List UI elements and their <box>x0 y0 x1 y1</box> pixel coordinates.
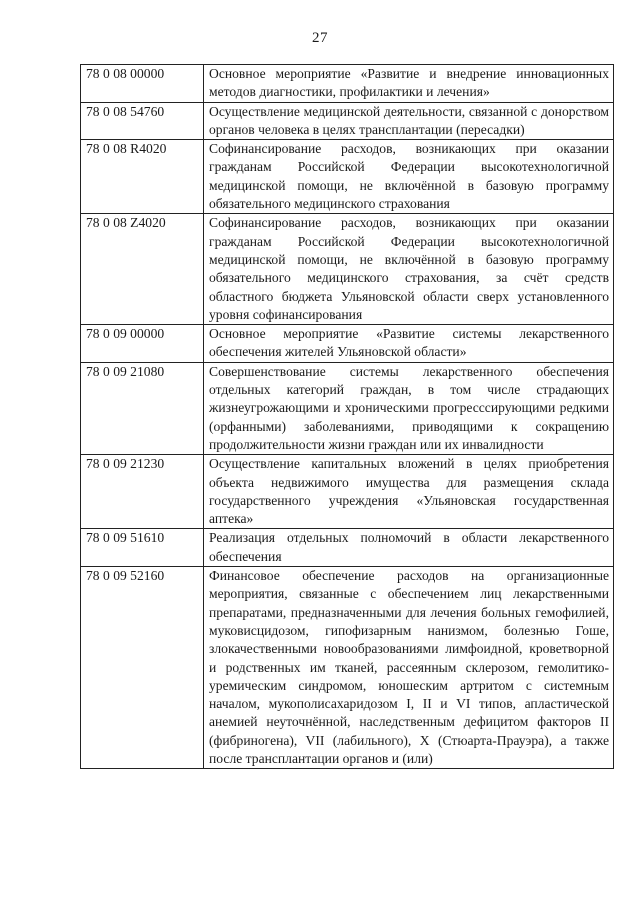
budget-classification-table <box>80 64 614 769</box>
table-row <box>81 325 614 363</box>
expense-description: Софинансирование расходов, возникающих при оказании гражданам Российской Федерации высокотехнологичной медицинской помощи, не включённой в базовую программу обязательного медицинского страхования <box>204 140 614 214</box>
expense-description: Финансовое обеспечение расходов на организационные мероприятия, связанные с обеспечением лиц лекарственными препаратами, предназначенными для лечения больных гемофилией, муковисцидозом, гипофизарным нанизмом, болезнью Гоше, злокачественными новообразованиями лимфоидной, кроветворной и родственных им тканей, рассеянным склерозом, гемолитико-уремическим синдромом, юношеским артритом с системным началом, мукополисахаридозом I, II и VI типов, апластической анемией неуточнённой, наследственным дефицитом факторов II (фибриногена), VII (лабильного), X (Стюарта-Прауэра), а также после трансплантации органов и (или) <box>204 567 614 769</box>
table-row <box>81 529 614 567</box>
classification-code: 78 0 09 52160 <box>81 567 204 769</box>
expense-description: Основное мероприятие «Развитие системы лекарственного обеспечения жителей Ульяновской области» <box>204 325 614 363</box>
table-row <box>81 65 614 103</box>
expense-description: Совершенствование системы лекарственного обеспечения отдельных категорий граждан, в том числе страдающих жизнеугрожающими и хроническими прогресссирующими редкими (орфанными) заболеваниями, приводящими к сокращению продолжительности жизни граждан или их инвалидности <box>204 362 614 454</box>
page-number: 27 <box>312 30 328 46</box>
expense-description: Основное мероприятие «Развитие и внедрение инновационных методов диагностики, профилактики и лечения» <box>204 65 614 103</box>
expense-description: Софинансирование расходов, возникающих при оказании гражданам Российской Федерации высокотехнологичной медицинской помощи, не включённой в базовую программу обязательного медицинского страхования, за счёт средств областного бюджета Ульяновской области сверх установленного уровня софинансирования <box>204 214 614 325</box>
table-row <box>81 214 614 325</box>
classification-code: 78 0 08 Z4020 <box>81 214 204 325</box>
expense-description: Осуществление медицинской деятельности, связанной с донорством органов человека в целях трансплантации (пересадки) <box>204 102 614 140</box>
classification-code: 78 0 08 54760 <box>81 102 204 140</box>
classification-code: 78 0 08 R4020 <box>81 140 204 214</box>
classification-code: 78 0 09 21230 <box>81 455 204 529</box>
table-row <box>81 102 614 140</box>
classification-code: 78 0 09 51610 <box>81 529 204 567</box>
expense-description: Осуществление капитальных вложений в целях приобретения объекта недвижимого имущества для размещения склада государственного учреждения «Ульяновская государственная аптека» <box>204 455 614 529</box>
classification-code: 78 0 09 21080 <box>81 362 204 454</box>
expense-description: Реализация отдельных полномочий в области лекарственного обеспечения <box>204 529 614 567</box>
classification-code: 78 0 08 00000 <box>81 65 204 103</box>
table-row <box>81 362 614 454</box>
table-row <box>81 140 614 214</box>
table-row <box>81 455 614 529</box>
classification-code: 78 0 09 00000 <box>81 325 204 363</box>
table-row <box>81 567 614 769</box>
